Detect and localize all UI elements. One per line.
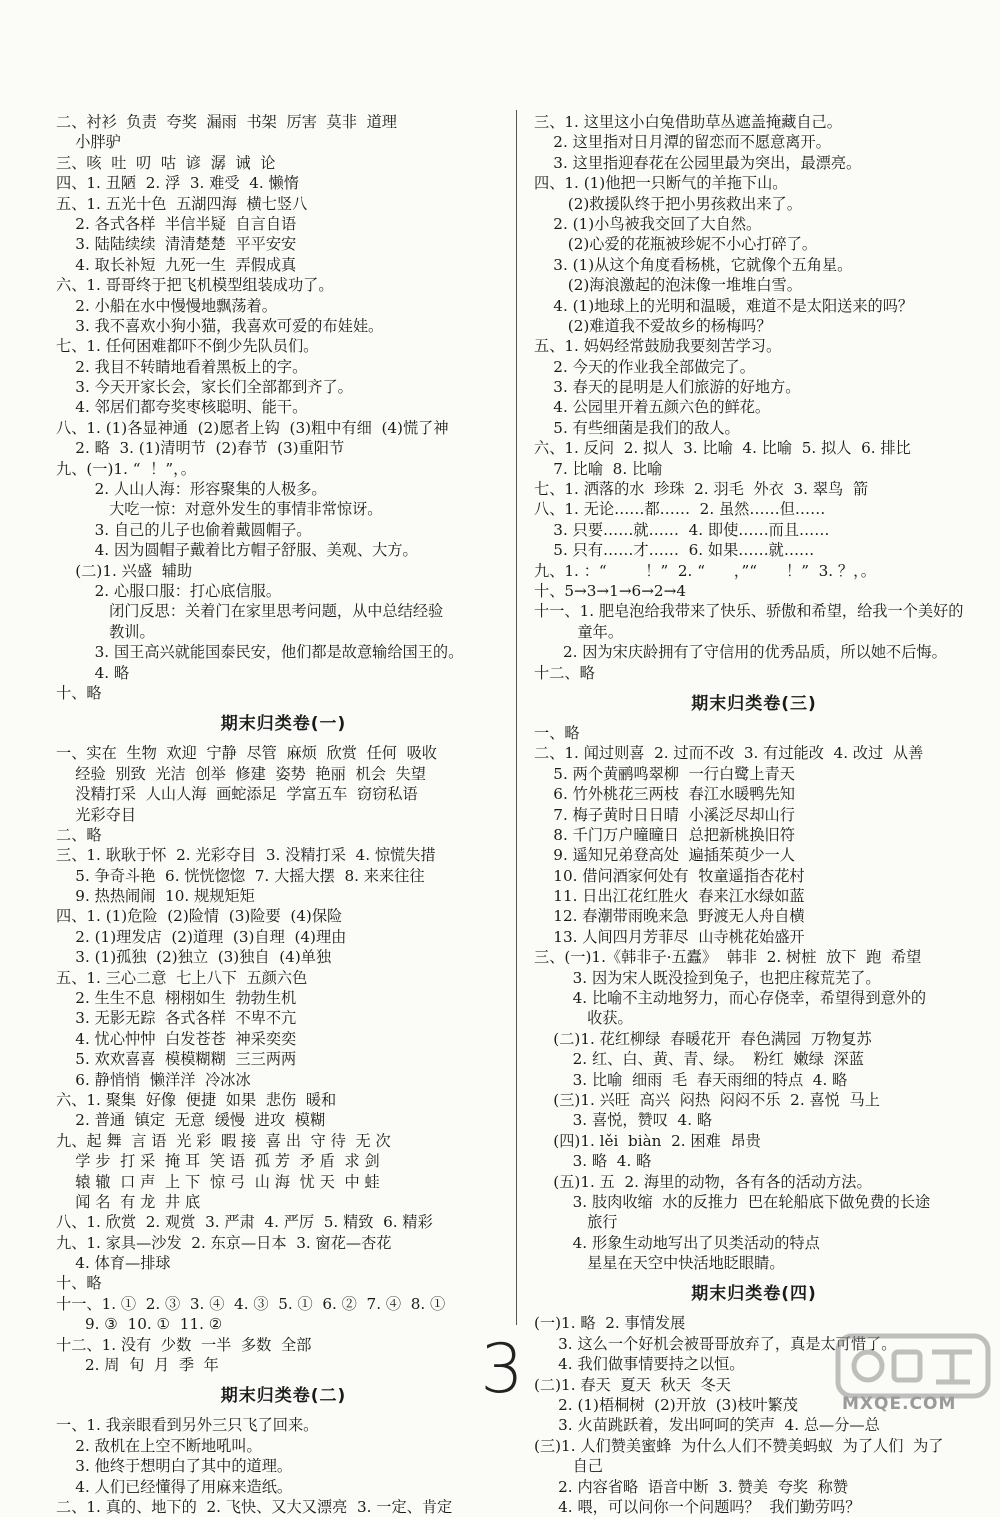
answer-line: 十二、1. 没有 少数 一半 多数 全部 <box>56 1335 312 1354</box>
answer-line: (三)1. 兴旺 高兴 闷热 闷闷不乐 2. 喜悦 马上 <box>534 1090 880 1109</box>
answer-line: 十、5→3→1→6→2→4 <box>534 581 686 600</box>
answer-line: 2. 普通 镇定 无意 缓慢 进攻 模糊 <box>56 1111 326 1130</box>
answer-line: 2. 小船在水中慢慢地飘荡着。 <box>56 296 277 315</box>
answer-line: (2)难道我不爱故乡的杨梅吗？ <box>534 316 772 335</box>
answer-line: 辕 辙 口 声 上 下 惊 弓 山 海 忧 天 中 蛙 <box>56 1172 380 1191</box>
answer-line: 五、1. 妈妈经常鼓励我要刻苦学习。 <box>534 337 782 356</box>
answer-line: 四、1. 丑陋 2. 浮 3. 难受 4. 懒惰 <box>56 174 299 193</box>
answer-line: (二)1. 春天 夏天 秋天 冬天 <box>534 1375 731 1394</box>
answer-line: 六、1. 反问 2. 拟人 3. 比喻 4. 比喻 5. 拟人 6. 排比 <box>534 439 911 458</box>
answer-line: 十、略 <box>56 683 102 702</box>
answer-line: 3. 自己的儿子也偷着戴圆帽子。 <box>56 520 312 539</box>
answer-line: 二、衬衫 负责 夸奖 漏雨 书架 厉害 莫非 道理 <box>56 113 397 131</box>
answer-line: 4. 我们做事情要持之以恒。 <box>534 1355 745 1374</box>
answer-line: 二、1. 真的、地下的 2. 飞快、又大又漂亮 3. 一定、肯定 <box>56 1498 453 1516</box>
answer-line: 2. 内容省略 语音中断 3. 赞美 夸奖 称赞 <box>534 1477 849 1496</box>
exam-heading-2: 期末归类卷(二) <box>220 1386 347 1407</box>
answer-line: (2)海浪激起的泡沫像一堆堆白雪。 <box>534 276 802 295</box>
answer-line: 2. 生生不息 栩栩如生 勃勃生机 <box>56 989 297 1008</box>
answer-line: 童年。 <box>534 622 624 641</box>
answer-line: 4. 人们已经懂得了用麻来造纸。 <box>56 1477 293 1496</box>
answer-line: 三、1. 耿耿于怀 2. 光彩夺目 3. 没精打采 4. 惊慌失措 <box>56 846 436 865</box>
left-block-1 <box>56 112 511 703</box>
answer-line: 学 步 打 采 掩 耳 笑 语 孤 芳 矛 盾 求 剑 <box>56 1152 380 1171</box>
answer-line: 一、1. 我亲眼看到另外三只飞了回来。 <box>56 1416 319 1435</box>
answer-line: 二、略 <box>56 825 102 844</box>
answer-line: 旅行 <box>534 1213 618 1232</box>
answer-line: 三、1. 这里这小白兔借助草丛遮盖掩藏自己。 <box>534 113 842 131</box>
watermark-label: MXQE.COM <box>842 1394 957 1414</box>
answer-line: 3. 我不喜欢小狗小猫，我喜欢可爱的布娃娃。 <box>56 316 384 335</box>
answer-line: 3. 今天开家长会，家长们全部都到齐了。 <box>56 378 353 397</box>
answer-line: 4. 略 <box>56 663 130 682</box>
answer-line: 7. 梅子黄时日日晴 小溪泛尽却山行 <box>534 805 795 824</box>
answer-line: 二、1. 闻过则喜 2. 过而不改 3. 有过能改 4. 改过 从善 <box>534 744 924 763</box>
answer-line: 2. 今天的作业我全部做完了。 <box>534 357 755 376</box>
answer-line: 2. 我目不转睛地看着黑板上的字。 <box>56 357 308 376</box>
answer-line: 五、1. 三心二意 七上八下 五颜六色 <box>56 968 308 987</box>
answer-line: 三、咳 吐 叨 咕 谚 潺 诫 论 <box>56 153 276 172</box>
answer-line: 4. 比喻不主动地努力，而心存侥幸，希望得到意外的 <box>534 989 927 1008</box>
answer-line: 4. 因为圆帽子戴着比方帽子舒服、美观、大方。 <box>56 541 418 560</box>
answer-line: 3. 肢肉收缩 水的反推力 巴在轮船底下做免费的长途 <box>534 1192 931 1211</box>
answer-line: 5. 两个黄鹂鸣翠柳 一行白鹭上青天 <box>534 764 795 783</box>
answer-line: 8. 千门万户曈曈日 总把新桃换旧符 <box>534 825 795 844</box>
answer-line: 八、1. 欣赏 2. 观赏 3. 严肃 4. 严厉 5. 精致 6. 精彩 <box>56 1213 433 1232</box>
answer-line: (一)1. 略 2. 事情发展 <box>534 1314 686 1333</box>
answer-line: 2. (1)梧桐树 (2)开放 (3)枝叶繁茂 <box>534 1396 798 1415</box>
answer-line: (四)1. lěi biàn 2. 困难 昂贵 <box>534 1131 761 1150</box>
answer-line: 7. 比喻 8. 比喻 <box>534 459 663 478</box>
answer-line: 教训。 <box>56 622 155 641</box>
answer-line: 2. 这里指对日月潭的留恋而不愿意离开。 <box>534 133 831 152</box>
answer-line: (五)1. 五 2. 海里的动物，各有各的活动方法。 <box>534 1172 872 1191</box>
answer-line: 4. 邻居们都夸奖枣核聪明、能干。 <box>56 398 308 417</box>
answer-line: (三)1. 人们赞美蜜蜂 为什么人们不赞美蚂蚁 为了人们 为了 <box>534 1436 944 1455</box>
answer-line: 5. 只有……才…… 6. 如果……就…… <box>534 541 815 560</box>
answer-line: 5. 争奇斗艳 6. 恍恍惚惚 7. 大摇大摆 8. 来来往往 <box>56 866 425 885</box>
answer-line: 2. 敌机在上空不断地吼叫。 <box>56 1436 262 1455</box>
answer-line: 十二、略 <box>534 663 595 682</box>
exam-heading-4: 期末归类卷(四) <box>691 1284 817 1305</box>
answer-line: 2. 略 3. (1)清明节 (2)春节 (3)重阳节 <box>56 439 345 458</box>
answer-line: 4. 公园里开着五颜六色的鲜花。 <box>534 398 771 417</box>
answer-line: 3. 无影无踪 各式各样 不卑不亢 <box>56 1009 297 1028</box>
answer-line: 3. 火苗跳跃着，发出呵呵的笑声 4. 总—分—总 <box>534 1416 880 1435</box>
answer-line: (二)1. 花红柳绿 春暖花开 春色满园 万物复苏 <box>534 1029 872 1048</box>
answer-line: 九、1. 家具—沙发 2. 东京—日本 3. 窗花—杏花 <box>56 1233 392 1252</box>
answer-line: 小胖驴 <box>56 133 121 152</box>
left-block-3 <box>56 1415 511 1517</box>
exam-heading-3: 期末归类卷(三) <box>691 693 817 714</box>
answer-line: 三、(一)1.《韩非子·五蠹》 韩非 2. 树桩 放下 跑 希望 <box>534 948 922 967</box>
answer-line: 3. 这里指迎春花在公园里最为突出，最漂亮。 <box>534 153 862 172</box>
answer-line: 九、起 舞 言 语 光 彩 暇 接 喜 出 守 待 无 次 <box>56 1131 391 1150</box>
answer-line: 6. 静悄悄 懒洋洋 冷冰冰 <box>56 1070 251 1089</box>
answer-line: 2. 红、白、黄、青、绿。 粉红 嫩绿 深蓝 <box>534 1050 864 1069</box>
left-block-2 <box>56 743 511 1375</box>
answer-line: (二)1. 兴盛 辅助 <box>56 561 193 580</box>
answer-line: (2)心爱的花瓶被珍妮不小心打碎了。 <box>534 235 818 254</box>
answer-line: 八、1. 无论……都…… 2. 虽然……但…… <box>534 500 826 519</box>
page-number: 3 <box>480 1330 524 1409</box>
answer-line: 4. 喂，可以问你一个问题吗？ 我们勤劳吗？ <box>534 1498 861 1516</box>
answer-line: 一、略 <box>534 723 580 742</box>
answer-line: 3. 略 4. 略 <box>534 1152 652 1171</box>
answer-line: 七、1. 洒落的水 珍珠 2. 羽毛 外衣 3. 翠鸟 箭 <box>534 480 869 499</box>
answer-line: 5. 有些细菌是我们的敌人。 <box>534 418 740 437</box>
right-column <box>534 112 974 1517</box>
answer-line: 十一、1. 肥皂泡给我带来了快乐、骄傲和希望，给我一个美好的 <box>534 602 964 621</box>
answer-line: 2. (1)理发店 (2)道理 (3)自理 (4)理由 <box>56 927 347 946</box>
right-block-2 <box>534 723 974 1274</box>
answer-line: 4. 忧心忡忡 白发苍苍 神采奕奕 <box>56 1029 297 1048</box>
answer-line: 2. (1)小鸟被我交回了大自然。 <box>534 214 762 233</box>
answer-line: 一、实在 生物 欢迎 宁静 尽管 麻烦 欣赏 任何 吸收 <box>56 744 437 763</box>
answer-line: 十一、1. ① 2. ③ 3. ④ 4. ③ 5. ① 6. ② 7. ④ 8. ① <box>56 1294 446 1313</box>
answer-line: 四、1. (1)危险 (2)险情 (3)险要 (4)保险 <box>56 907 343 926</box>
answer-line: 10. 借问酒家何处有 牧童遥指杏花村 <box>534 866 805 885</box>
answer-line: 十、略 <box>56 1274 102 1293</box>
answer-line: 九、(一)1. “ ！”，。 <box>56 459 196 478</box>
answer-line: 2. 因为宋庆龄拥有了守信用的优秀品质，所以她不后悔。 <box>534 643 947 662</box>
answer-line: 七、1. 任何困难都吓不倒少先队员们。 <box>56 337 319 356</box>
answer-line: 收获。 <box>534 1009 633 1028</box>
answer-line: 11. 日出江花红胜火 春来江水绿如蓝 <box>534 887 805 906</box>
answer-line: 3. 比喻 细雨 毛 春天雨细的特点 4. 略 <box>534 1070 848 1089</box>
answer-line: 3. 这么一个好机会被哥哥放弃了，真是太可惜了。 <box>534 1334 897 1353</box>
answer-line: 没精打采 人山人海 画蛇添足 学富五车 窃窃私语 <box>56 785 418 804</box>
answer-line: 3. 春天的昆明是人们旅游的好地方。 <box>534 378 801 397</box>
answer-line: 八、1. (1)各显神通 (2)愿者上钩 (3)粗中有细 (4)慌了神 <box>56 418 449 437</box>
answer-line: 3. (1)从这个角度看杨桃，它就像个五角星。 <box>534 255 853 274</box>
left-column <box>56 112 511 1517</box>
answer-line: 9. 热热闹闹 10. 规规矩矩 <box>56 887 255 906</box>
answer-line: 13. 人间四月芳菲尽 山寺桃花始盛开 <box>534 927 805 946</box>
answer-line: 2. 人山人海：形容聚集的人极多。 <box>56 480 327 499</box>
answer-line: 3. 喜悦，赞叹 4. 略 <box>534 1111 713 1130</box>
answer-line: 四、1. (1)他把一只断气的羊拖下山。 <box>534 174 788 193</box>
answer-line: 闻 名 有 龙 井 底 <box>56 1192 201 1211</box>
answer-line: 闭门反思：关着门在家里思考问题，从中总结经验 <box>56 602 444 621</box>
answer-line: 9. 遥知兄弟登高处 遍插茱萸少一人 <box>534 846 795 865</box>
answer-line: 4. 体育—排球 <box>56 1254 171 1273</box>
answer-line: 12. 春潮带雨晚来急 野渡无人舟自横 <box>534 907 805 926</box>
answer-line: 4. 取长补短 九死一生 弄假成真 <box>56 255 297 274</box>
answer-line: 2. 心服口服：打心底信服。 <box>56 581 282 600</box>
answer-line: 五、1. 五光十色 五湖四海 横七竖八 <box>56 194 308 213</box>
answer-line: 4. (1)地球上的光明和温暖，难道不是太阳送来的吗？ <box>534 296 914 315</box>
answer-line: 光彩夺目 <box>56 805 137 824</box>
answer-line: 9. ③ 10. ① 11. ② <box>56 1315 223 1334</box>
answer-line: 3. 陆陆续续 清清楚楚 平平安安 <box>56 235 297 254</box>
answer-line: 3. 因为宋人既没捡到兔子，也把庄稼荒芜了。 <box>534 968 881 987</box>
answer-line: 4. 形象生动地写出了贝类活动的特点 <box>534 1233 820 1252</box>
answer-line: 九、1. ：“ ！” 2. “ ，”“ ！” 3. ？，。 <box>534 561 876 580</box>
right-block-1 <box>534 112 974 683</box>
answer-line: 2. 各式各样 半信半疑 自言自语 <box>56 214 297 233</box>
answer-line: 六、1. 聚集 好像 便捷 如果 悲伤 暖和 <box>56 1090 337 1109</box>
answer-line: (2)救援队终于把小男孩救出来了。 <box>534 194 802 213</box>
answer-line: 3. 他终于想明白了其中的道理。 <box>56 1457 293 1476</box>
column-divider <box>516 110 517 1325</box>
answer-line: 经验 别致 光洁 创举 修建 姿势 艳丽 机会 失望 <box>56 764 426 783</box>
exam-heading-1: 期末归类卷(一) <box>220 714 347 735</box>
answer-line: 5. 欢欢喜喜 模模糊糊 三三两两 <box>56 1050 297 1069</box>
answer-line: 星星在天空中快活地眨眼睛。 <box>534 1254 785 1273</box>
answer-line: 2. 周 旬 月 季 年 <box>56 1356 219 1375</box>
answer-line: 3. (1)孤独 (2)独立 (3)独自 (4)单独 <box>56 948 332 967</box>
answer-line: 六、1. 哥哥终于把飞机模型组装成功了。 <box>56 276 334 295</box>
answer-line: 3. 只要……就…… 4. 即使……而且…… <box>534 520 830 539</box>
answer-line: 3. 国王高兴就能国泰民安，他们都是故意输给国王的。 <box>56 643 464 662</box>
answer-line: 6. 竹外桃花三两枝 春江水暖鸭先知 <box>534 785 795 804</box>
answer-line: 自己 <box>534 1457 603 1476</box>
answer-line: 大吃一惊：对意外发生的事情非常惊讶。 <box>56 500 383 519</box>
